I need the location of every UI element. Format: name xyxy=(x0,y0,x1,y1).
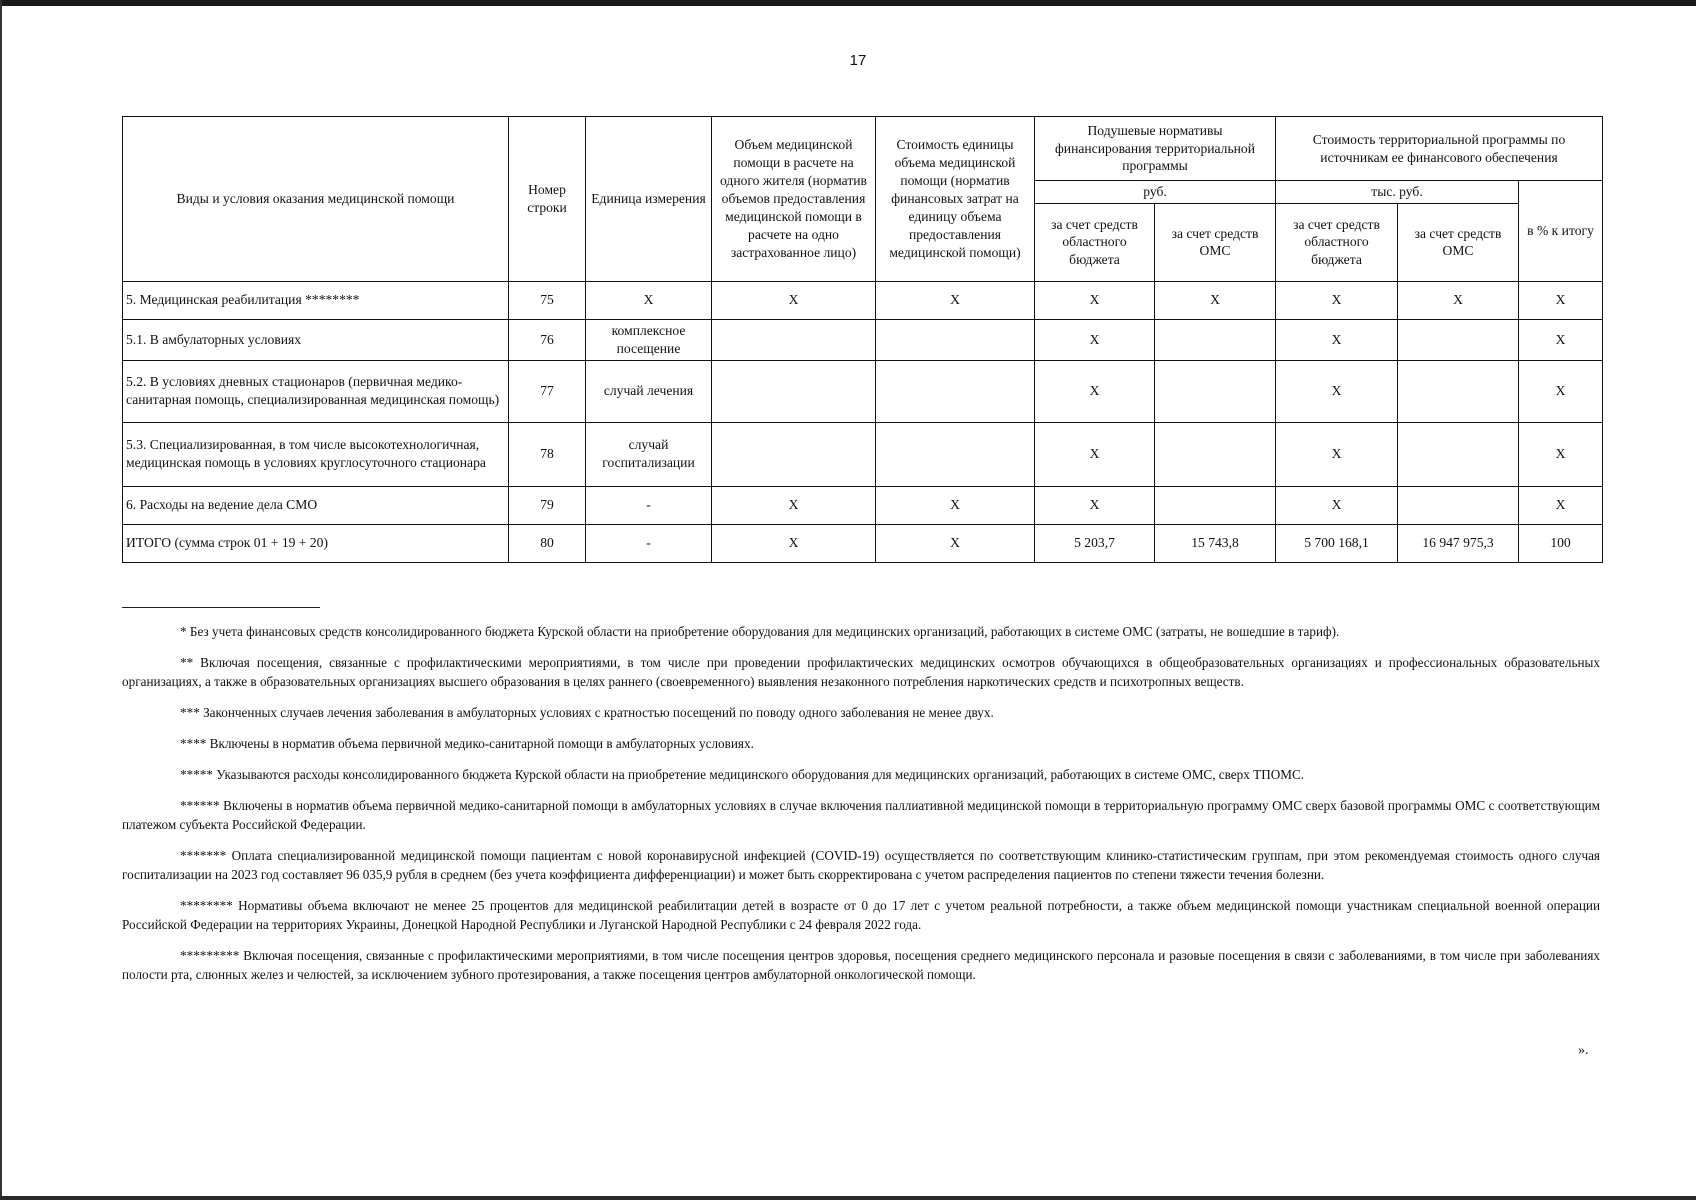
header-unit-cost: Стоимость единицы объема медицинской помощи (норматив финансовых затрат на единицу объема предоставления медицинской помощи) xyxy=(876,117,1035,282)
row-per-capita-oms: Х xyxy=(1155,281,1276,319)
row-cost xyxy=(876,360,1035,422)
row-program-budget: Х xyxy=(1276,281,1398,319)
header-per-capita-group: Подушевые нормативы финансирования территориальной программы xyxy=(1035,117,1276,181)
medical-care-cost-table xyxy=(122,116,1603,563)
table-header xyxy=(123,117,1603,282)
row-percent: Х xyxy=(1519,281,1603,319)
row-percent: Х xyxy=(1519,486,1603,524)
row-volume: Х xyxy=(712,524,876,562)
row-per-capita-oms xyxy=(1155,360,1276,422)
row-per-capita-budget: Х xyxy=(1035,281,1155,319)
footnote-8: ******** Нормативы объема включают не менее 25 процентов для медицинской реабилитации детей в возрасте от 0 до 17 лет с учетом реальной потребности, а также объем медицинской помощи участникам специальной военной операции Российской Федерации на территориях Украины, Донецкой Народной Республики и Луганской Народной Республики с 24 февраля 2022 года. xyxy=(122,898,1600,932)
row-cost: Х xyxy=(876,486,1035,524)
row-percent: Х xyxy=(1519,319,1603,360)
row-unit: случай лечения xyxy=(586,360,712,422)
table-row-total xyxy=(123,524,1603,562)
row-volume: Х xyxy=(712,281,876,319)
scan-edge-bottom xyxy=(0,1196,1696,1200)
row-name: 5.2. В условиях дневных стационаров (первичная медико-санитарная помощь, специализированная медицинская помощь) xyxy=(123,360,509,422)
row-per-capita-budget: 5 203,7 xyxy=(1035,524,1155,562)
row-name: ИТОГО (сумма строк 01 + 19 + 20) xyxy=(123,524,509,562)
table-row xyxy=(123,422,1603,486)
footnote-separator xyxy=(122,607,320,608)
scan-edge-top xyxy=(0,0,1696,6)
row-per-capita-budget: Х xyxy=(1035,422,1155,486)
footnote-3: *** Законченных случаев лечения заболевания в амбулаторных условиях с кратностью посещений по поводу одного заболевания не менее двух. xyxy=(180,705,994,720)
header-per-capita-budget: за счет средств областного бюджета xyxy=(1035,203,1155,281)
row-percent: Х xyxy=(1519,422,1603,486)
row-unit: комплексное посещение xyxy=(586,319,712,360)
row-per-capita-oms xyxy=(1155,486,1276,524)
footnotes xyxy=(122,622,1600,996)
footnote-6: ****** Включены в норматив объема первичной медико-санитарной помощи в амбулаторных условиях в случае включения паллиативной медицинской помощи в территориальную программу ОМС сверх базовой программы ОМС с соответствующим платежом субъекта Российской Федерации. xyxy=(122,798,1600,832)
row-volume xyxy=(712,319,876,360)
header-unit-thousand-rub: тыс. руб. xyxy=(1276,181,1519,204)
row-unit: случай госпитализации xyxy=(586,422,712,486)
footnote-7: ******* Оплата специализированной медицинской помощи пациентам с новой коронавирусной инфекцией (COVID-19) осуществляется по соответствующим клинико-статистическим группам, при этом рекомендуемая стоимость одного случая госпитализации на 2023 год составляет 96 035,9 рубля в среднем (без учета коэффициента дифференциации) и может быть скорректирована с учетом распределения пациентов по степени тяжести течения болезни. xyxy=(122,848,1600,882)
row-unit: Х xyxy=(586,281,712,319)
header-types-of-care: Виды и условия оказания медицинской помощи xyxy=(123,117,509,282)
header-per-capita-oms: за счет средств ОМС xyxy=(1155,203,1276,281)
header-percent-of-total: в % к итогу xyxy=(1519,181,1603,282)
row-name: 5.1. В амбулаторных условиях xyxy=(123,319,509,360)
row-unit: - xyxy=(586,486,712,524)
row-volume xyxy=(712,360,876,422)
row-name: 5. Медицинская реабилитация ******** xyxy=(123,281,509,319)
row-number: 79 xyxy=(509,486,586,524)
page-number: 17 xyxy=(849,52,867,69)
scan-edge-left xyxy=(0,0,2,1200)
row-cost: Х xyxy=(876,524,1035,562)
row-program-budget: Х xyxy=(1276,360,1398,422)
row-program-oms xyxy=(1398,319,1519,360)
row-name: 6. Расходы на ведение дела СМО xyxy=(123,486,509,524)
row-per-capita-budget: Х xyxy=(1035,486,1155,524)
table-row xyxy=(123,281,1603,319)
table-row xyxy=(123,319,1603,360)
header-program-budget: за счет средств областного бюджета xyxy=(1276,203,1398,281)
row-cost xyxy=(876,422,1035,486)
footnote-4: **** Включены в норматив объема первичной медико-санитарной помощи в амбулаторных условиях. xyxy=(180,736,754,751)
row-program-budget: Х xyxy=(1276,319,1398,360)
row-program-oms xyxy=(1398,360,1519,422)
row-program-budget: 5 700 168,1 xyxy=(1276,524,1398,562)
header-volume-norm: Объем медицинской помощи в расчете на одного жителя (норматив объемов предоставления медицинской помощи в расчете на одно застрахованное лицо) xyxy=(712,117,876,282)
row-per-capita-oms xyxy=(1155,422,1276,486)
header-unit-rub: руб. xyxy=(1035,181,1276,204)
footnote-1: * Без учета финансовых средств консолидированного бюджета Курской области на приобретение оборудования для медицинских организаций, работающих в системе ОМС (затраты, не вошедшие в тариф). xyxy=(180,624,1340,639)
row-number: 80 xyxy=(509,524,586,562)
row-cost: Х xyxy=(876,281,1035,319)
row-number: 77 xyxy=(509,360,586,422)
row-program-oms: 16 947 975,3 xyxy=(1398,524,1519,562)
footnote-2: ** Включая посещения, связанные с профилактическими мероприятиями, в том числе при проведении профилактических медицинских осмотров обучающихся в общеобразовательных организациях и профессиональных образовательных организациях, а также в образовательных организациях высшего образования в целях раннего (своевременного) выявления незаконного потребления наркотических средств и психотропных веществ. xyxy=(122,655,1600,689)
row-program-oms xyxy=(1398,486,1519,524)
row-volume xyxy=(712,422,876,486)
row-per-capita-budget: Х xyxy=(1035,360,1155,422)
row-number: 75 xyxy=(509,281,586,319)
footnote-5: ***** Указываются расходы консолидированного бюджета Курской области на приобретение медицинского оборудования для медицинских организаций, работающих в системе ОМС, сверх ТПОМС. xyxy=(180,767,1305,782)
row-program-oms: Х xyxy=(1398,281,1519,319)
row-program-budget: Х xyxy=(1276,486,1398,524)
table-body xyxy=(123,281,1603,562)
header-unit: Единица измерения xyxy=(586,117,712,282)
footnote-9: ********* Включая посещения, связанные с профилактическими мероприятиями, в том числе посещения центров здоровья, посещения среднего медицинского персонала и разовые посещения в связи с заболеваниями, в том числе при заболеваниях полости рта, слюнных желез и челюстей, за исключением зубного протезирования, а также посещения центров амбулаторной онкологической помощи. xyxy=(122,948,1600,982)
row-unit: - xyxy=(586,524,712,562)
table-row xyxy=(123,486,1603,524)
row-per-capita-oms xyxy=(1155,319,1276,360)
header-program-cost-group: Стоимость территориальной программы по источникам ее финансового обеспечения xyxy=(1276,117,1603,181)
table-row xyxy=(123,360,1603,422)
row-volume: Х xyxy=(712,486,876,524)
row-cost xyxy=(876,319,1035,360)
row-percent: Х xyxy=(1519,360,1603,422)
header-row-number: Номер строки xyxy=(509,117,586,282)
row-number: 76 xyxy=(509,319,586,360)
row-per-capita-oms: 15 743,8 xyxy=(1155,524,1276,562)
row-program-budget: Х xyxy=(1276,422,1398,486)
row-per-capita-budget: Х xyxy=(1035,319,1155,360)
row-program-oms xyxy=(1398,422,1519,486)
row-name: 5.3. Специализированная, в том числе высокотехнологичная, медицинская помощь в условиях круглосуточного стационара xyxy=(123,422,509,486)
row-number: 78 xyxy=(509,422,586,486)
closing-quote-mark: ». xyxy=(1578,1043,1589,1058)
row-percent: 100 xyxy=(1519,524,1603,562)
header-program-oms: за счет средств ОМС xyxy=(1398,203,1519,281)
